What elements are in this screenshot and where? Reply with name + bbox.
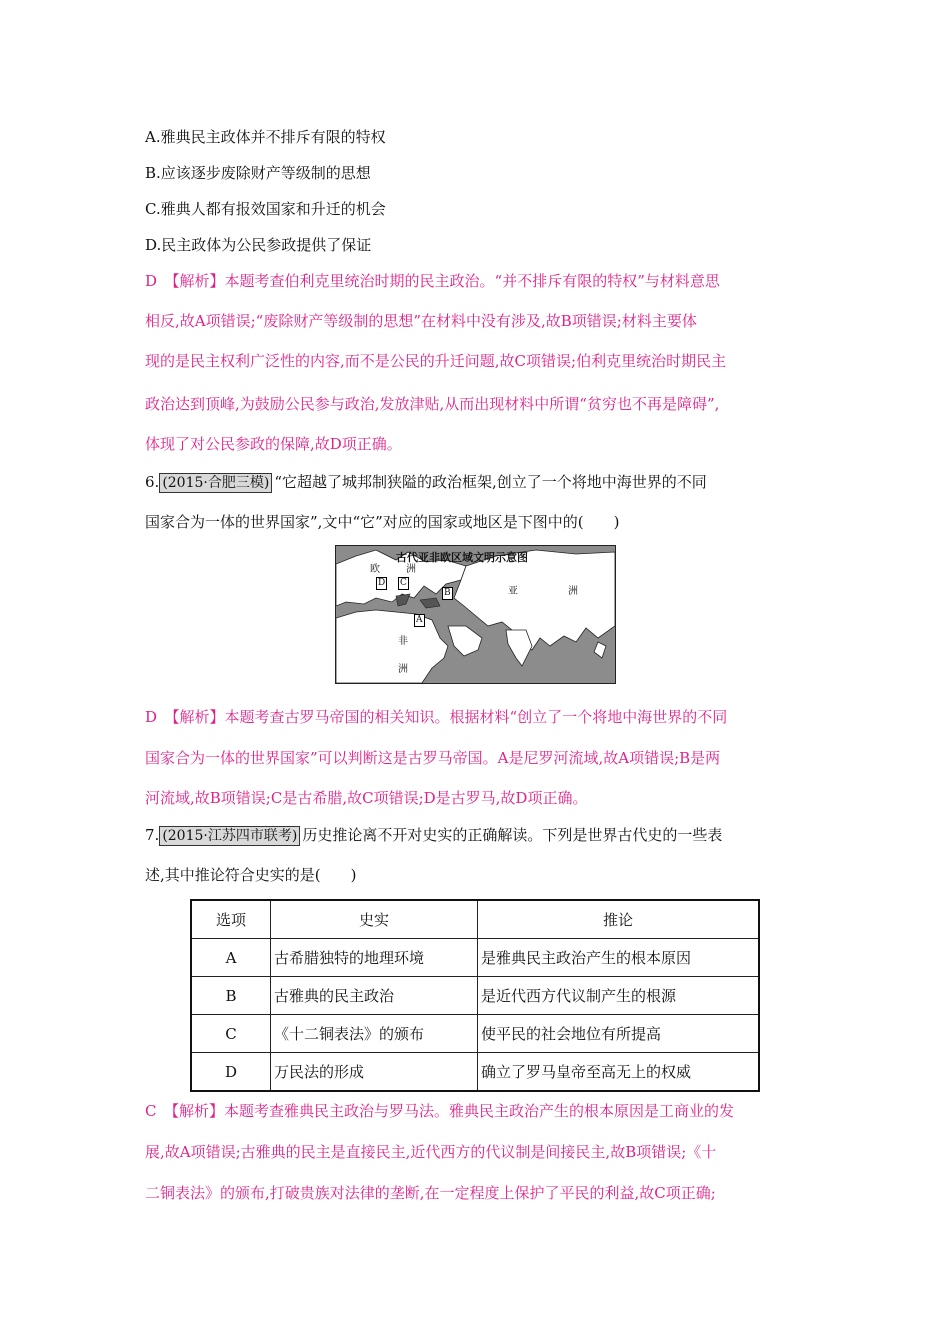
table-header: 推论	[478, 900, 760, 939]
q6-stem-text: “它超越了城邦制狭隘的政治框架,创立了一个将地中海世界的不同	[274, 473, 707, 491]
map-title: 古代亚非欧区域文明示意图	[396, 551, 528, 564]
table-row	[191, 939, 759, 977]
label-continent: 洲	[398, 664, 408, 675]
history-inference-table	[190, 899, 760, 1092]
q7-analysis-line: 展,故A项错误;古雅典的民主是直接民主,近代西方的代议制是间接民主,故B项错误;《十	[145, 1143, 717, 1161]
label-europe: 欧	[370, 564, 380, 575]
table-cell: 万民法的形成	[271, 1053, 478, 1092]
q5-analysis-line: 政治达到顶峰,为鼓励公民参与政治,发放津贴,从而出现材料中所谓“贫穷也不再是障碍”,	[145, 395, 720, 413]
q6-analysis-line: 河流域,故B项错误;C是古希腊,故C项错误;D是古罗马,故D项正确。	[145, 789, 588, 807]
table-cell: 是雅典民主政治产生的根本原因	[478, 939, 760, 977]
table-cell: A	[191, 939, 271, 977]
q5-analysis-line: 体现了对公民参政的保障,故D项正确。	[145, 435, 402, 453]
table-cell: 古希腊独特的地理环境	[271, 939, 478, 977]
table-cell: C	[191, 1015, 271, 1053]
table-cell: 确立了罗马皇帝至高无上的权威	[478, 1053, 760, 1092]
q5-analysis-line: 相反,故A项错误;“废除财产等级制的思想”在材料中没有涉及,故B项错误;材料主要体	[145, 312, 697, 330]
q7-stem-text: 历史推论离不开对史实的正确解读。下列是世界古代史的一些表	[302, 826, 723, 844]
table-header-row	[191, 900, 759, 939]
option-d: D.民主政体为公民参政提供了保证	[145, 236, 372, 254]
q7-stem	[145, 825, 722, 846]
source-tag: (2015·合肥三模)	[159, 473, 272, 493]
source-tag: (2015·江苏四市联考)	[159, 826, 300, 846]
ancient-civilization-map	[335, 545, 616, 684]
q7-analysis-line: C 【解析】本题考查雅典民主政治与罗马法。雅典民主政治产生的根本原因是工商业的发	[145, 1102, 734, 1120]
table-row	[191, 977, 759, 1015]
table-cell: 使平民的社会地位有所提高	[478, 1015, 760, 1053]
table-header: 史实	[271, 900, 478, 939]
table-cell: D	[191, 1053, 271, 1092]
table-header: 选项	[191, 900, 271, 939]
label-continent: 洲	[406, 564, 416, 575]
question-number: 7.	[145, 826, 160, 844]
table-row	[191, 1015, 759, 1053]
q6-stem	[145, 472, 707, 493]
marker-d: D	[378, 578, 386, 588]
option-b: B.应该逐步废除财产等级制的思想	[145, 164, 371, 182]
table-cell: 是近代西方代议制产生的根源	[478, 977, 760, 1015]
q7-analysis-line: 二铜表法》的颁布,打破贵族对法律的垄断,在一定程度上保护了平民的利益,故C项正确;	[145, 1184, 716, 1202]
q5-analysis-line: 现的是民主权利广泛性的内容,而不是公民的升迁问题,故C项错误;伯利克里统治时期民主	[145, 352, 727, 370]
table-row	[191, 1053, 759, 1092]
option-c: C.雅典人都有报效国家和升迁的机会	[145, 200, 386, 218]
q6-analysis-line: D 【解析】本题考查古罗马帝国的相关知识。根据材料“创立了一个将地中海世界的不同	[145, 708, 728, 726]
label-continent: 洲	[568, 586, 578, 597]
marker-b: B	[444, 588, 451, 598]
q7-stem-line2: 述,其中推论符合史实的是( )	[145, 866, 357, 884]
table-cell: B	[191, 977, 271, 1015]
q6-stem-line2: 国家合为一体的世界国家”,文中“它”对应的国家或地区是下图中的( )	[145, 513, 620, 531]
question-number: 6.	[145, 473, 160, 491]
marker-a: A	[416, 615, 423, 625]
option-a: A.雅典民主政体并不排斥有限的特权	[145, 128, 386, 146]
q6-analysis-line: 国家合为一体的世界国家”可以判断这是古罗马帝国。A是尼罗河流域,故A项错误;B是两	[145, 749, 721, 767]
q5-analysis-line: D 【解析】本题考查伯利克里统治时期的民主政治。“并不排斥有限的特权”与材料意思	[145, 272, 720, 290]
table-cell: 古雅典的民主政治	[271, 977, 478, 1015]
table-cell: 《十二铜表法》的颁布	[271, 1015, 478, 1053]
label-africa: 非	[398, 636, 408, 647]
marker-c: C	[400, 578, 407, 588]
label-asia: 亚	[508, 586, 518, 597]
